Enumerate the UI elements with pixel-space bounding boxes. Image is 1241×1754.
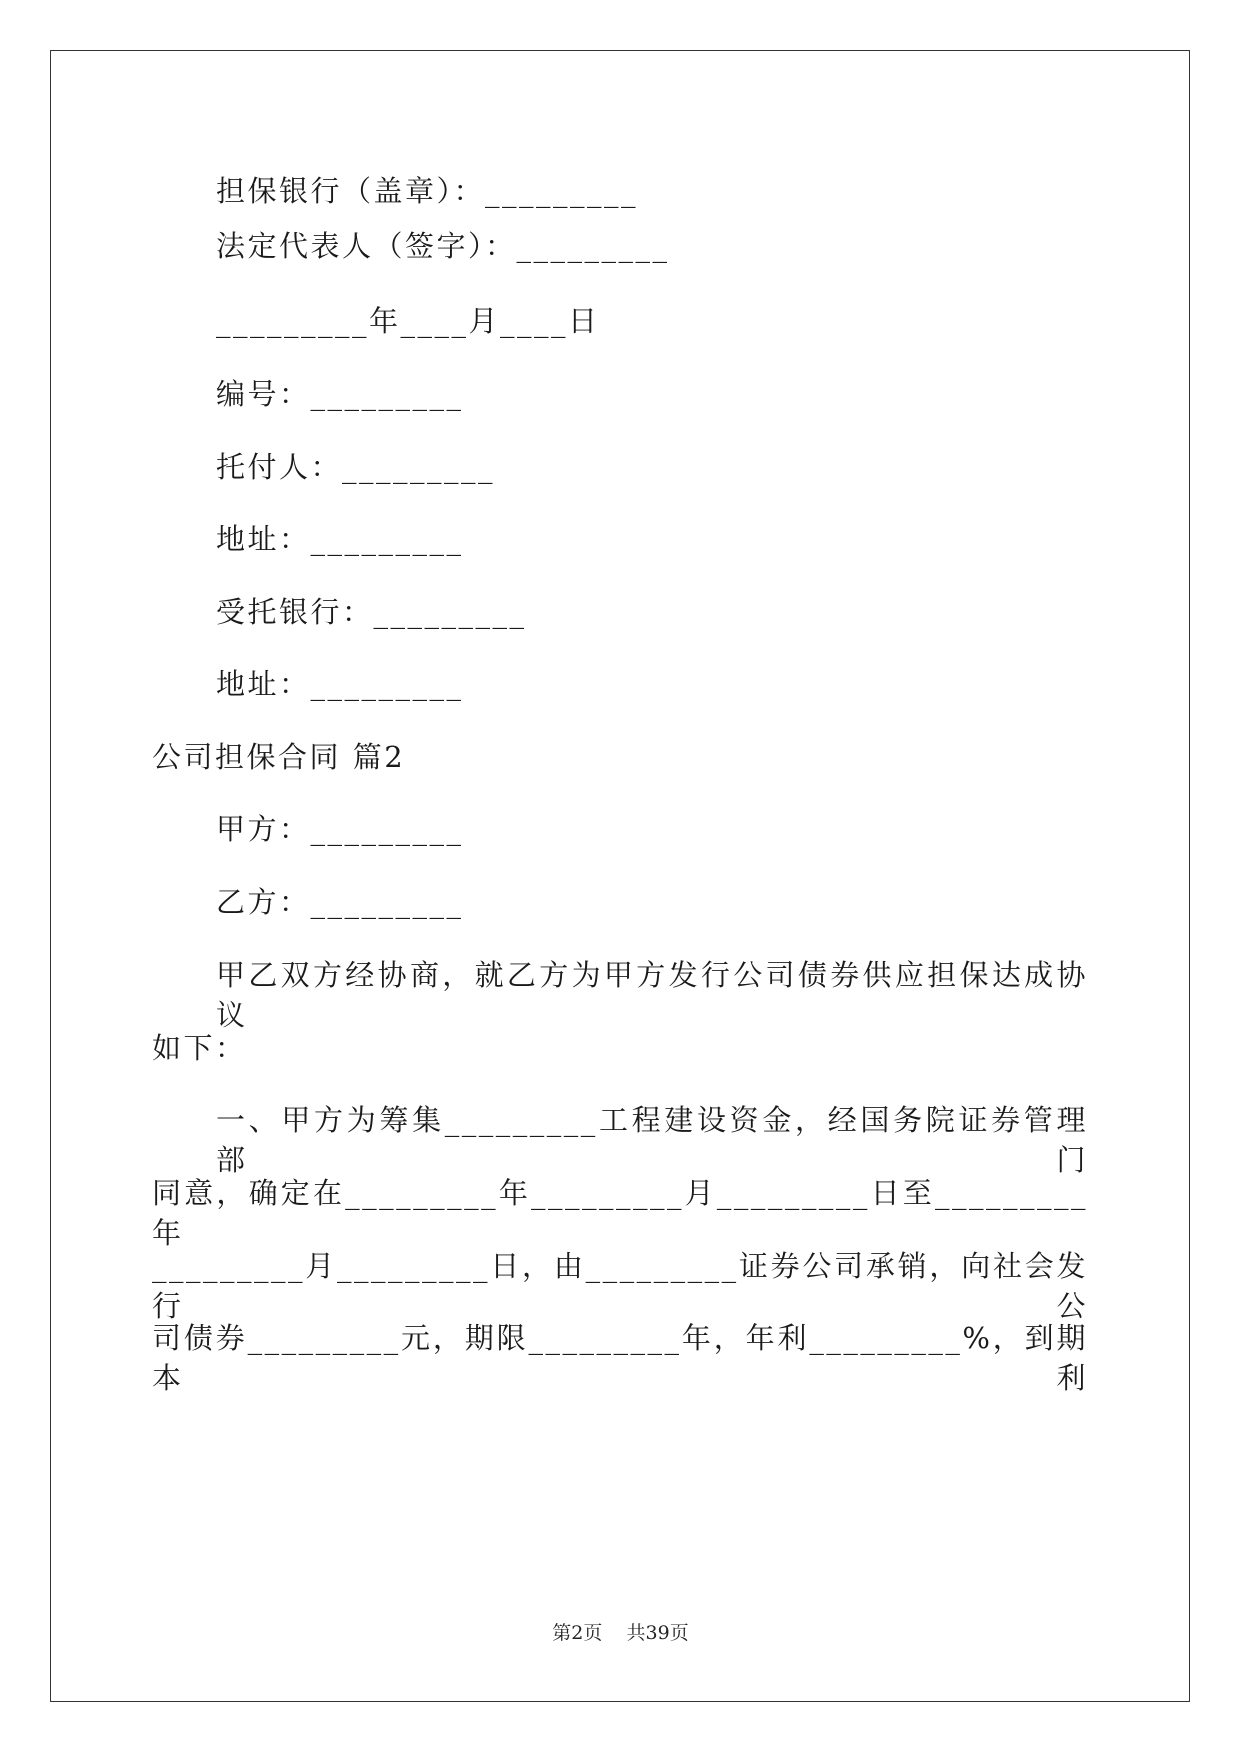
- section-heading: 公司担保合同 篇2: [152, 740, 406, 774]
- clause-1-line-4: 司债券_________元，期限_________年，年利_________%，到期本利: [152, 1321, 1088, 1395]
- address-line-2: 地址：_________: [216, 667, 464, 701]
- page-footer: 第2页 共39页: [552, 1622, 689, 1644]
- guarantor-bank-seal-line: 担保银行（盖章）：_________: [216, 174, 639, 208]
- address-line-1: 地址：_________: [216, 522, 464, 556]
- paragraph-intro-line-2: 如下：: [152, 1031, 247, 1065]
- entrusting-party-line: 托付人：_________: [216, 450, 496, 484]
- clause-1-line-2: 同意，确定在_________年_________月_________日至_________年: [152, 1176, 1088, 1250]
- number-line: 编号：_________: [216, 377, 464, 411]
- clause-1-line-3: _________月_________日，由_________证券公司承销，向社会发行公: [152, 1249, 1088, 1323]
- date-line: _________年____月____日: [216, 304, 600, 338]
- page-border: [50, 50, 1190, 1702]
- party-a-line: 甲方：_________: [216, 812, 464, 846]
- party-b-line: 乙方：_________: [216, 885, 464, 919]
- paragraph-intro-line-1: 甲乙双方经协商，就乙方为甲方发行公司债券供应担保达成协议: [216, 958, 1088, 1032]
- legal-representative-line: 法定代表人（签字）：_________: [216, 229, 670, 263]
- trustee-bank-line: 受托银行：_________: [216, 595, 527, 629]
- clause-1-line-1: 一、甲方为筹集_________工程建设资金，经国务院证券管理部门: [216, 1103, 1088, 1177]
